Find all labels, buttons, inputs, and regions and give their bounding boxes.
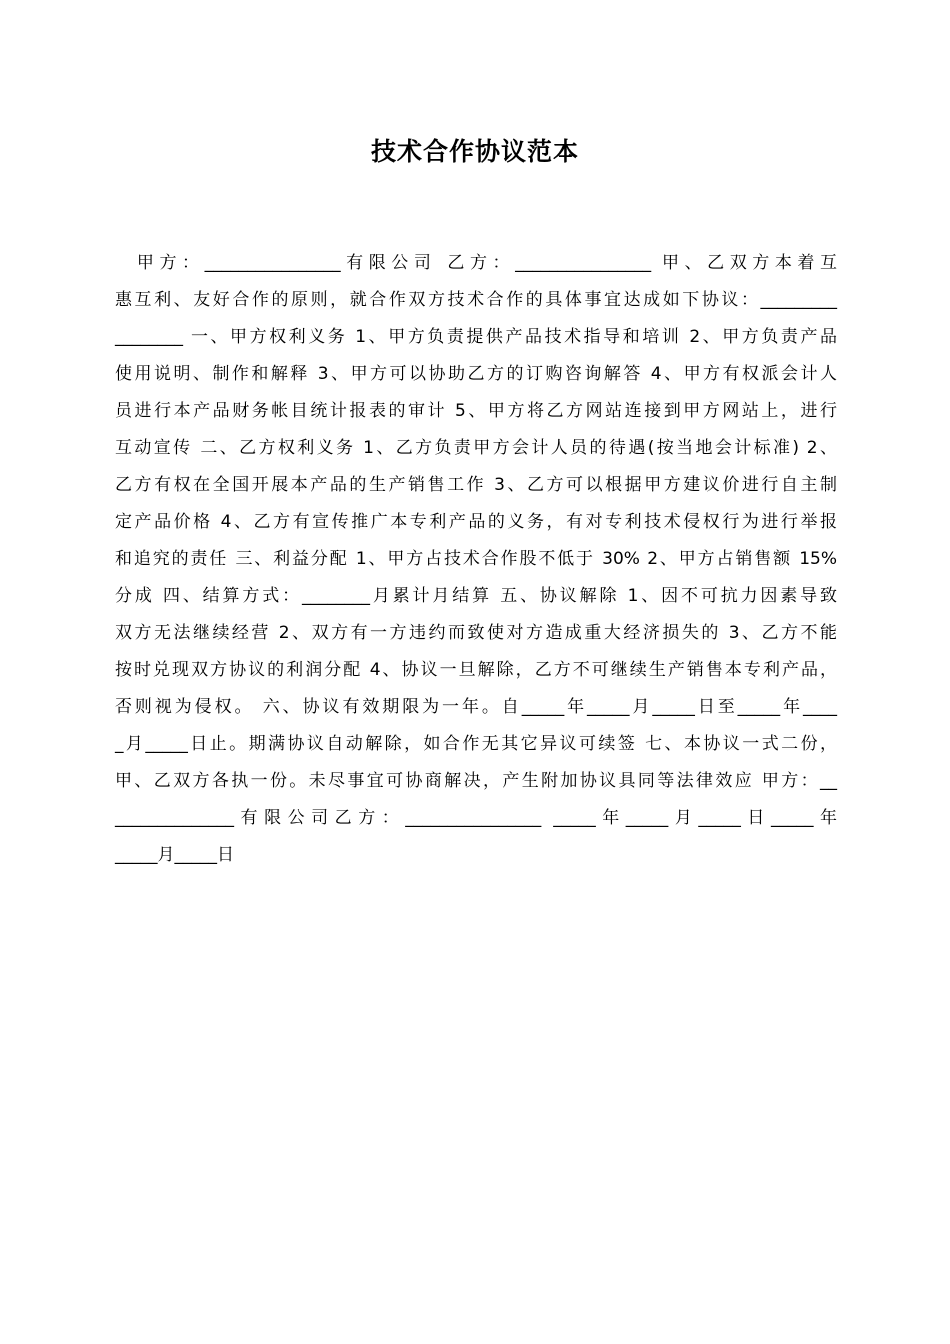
paragraph-line: 和追究的责任 三、利益分配 1、甲方占技术合作股不低于 30% 2、甲方占销售额 15% — [115, 549, 837, 569]
page-title: 技术合作协议范本 — [370, 137, 579, 166]
paragraph-line: 甲、乙双方各执一份。未尽事宜可协商解决，产生附加协议具同等法律效应 甲方：__ — [115, 771, 837, 791]
paragraph-line: 互动宣传 二、乙方权利义务 1、乙方负责甲方会计人员的待遇(按当地会计标准) 2、 — [115, 438, 837, 458]
paragraph-line: 甲方：________________有限公司 乙方：________________ 甲、乙双方本着互 — [115, 253, 837, 273]
paragraph-line: 乙方有权在全国开展本产品的生产销售工作 3、乙方可以根据甲方建议价进行自主制 — [115, 475, 837, 495]
paragraph-line: _____月_____日 — [115, 845, 234, 865]
agreement-body — [115, 245, 837, 874]
paragraph-line: 员进行本产品财务帐目统计报表的审计 5、甲方将乙方网站连接到甲方网站上，进行 — [115, 401, 837, 421]
paragraph-line: 使用说明、制作和解释 3、甲方可以协助乙方的订购咨询解答 4、甲方有权派会计人 — [115, 364, 837, 384]
paragraph-line: _月_____日止。期满协议自动解除，如合作无其它异议可续签 七、本协议一式二份， — [115, 734, 837, 754]
paragraph-line: 双方无法继续经营 2、双方有一方违约而致使对方造成重大经济损失的 3、乙方不能 — [115, 623, 837, 643]
paragraph-line: 否则视为侵权。 六、协议有效期限为一年。自_____年_____月_____日至_____年____ — [115, 697, 837, 717]
paragraph-line: 按时兑现双方协议的利润分配 4、协议一旦解除，乙方不可继续生产销售本专利产品， — [115, 660, 837, 680]
paragraph-line: 分成 四、结算方式：________月累计月结算 五、协议解除 1、因不可抗力因素导致 — [115, 586, 837, 606]
paragraph-line: 惠互利、友好合作的原则，就合作双方技术合作的具体事宜达成如下协议：_________ — [115, 290, 837, 310]
paragraph-line: ______________有限公司乙方：________________ _____年_____月_____日_____年 — [115, 808, 837, 828]
paragraph-line: ________ 一、甲方权利义务 1、甲方负责提供产品技术指导和培训 2、甲方负责产品 — [115, 327, 837, 347]
paragraph-line: 定产品价格 4、乙方有宣传推广本专利产品的义务，有对专利技术侵权行为进行举报 — [115, 512, 837, 532]
